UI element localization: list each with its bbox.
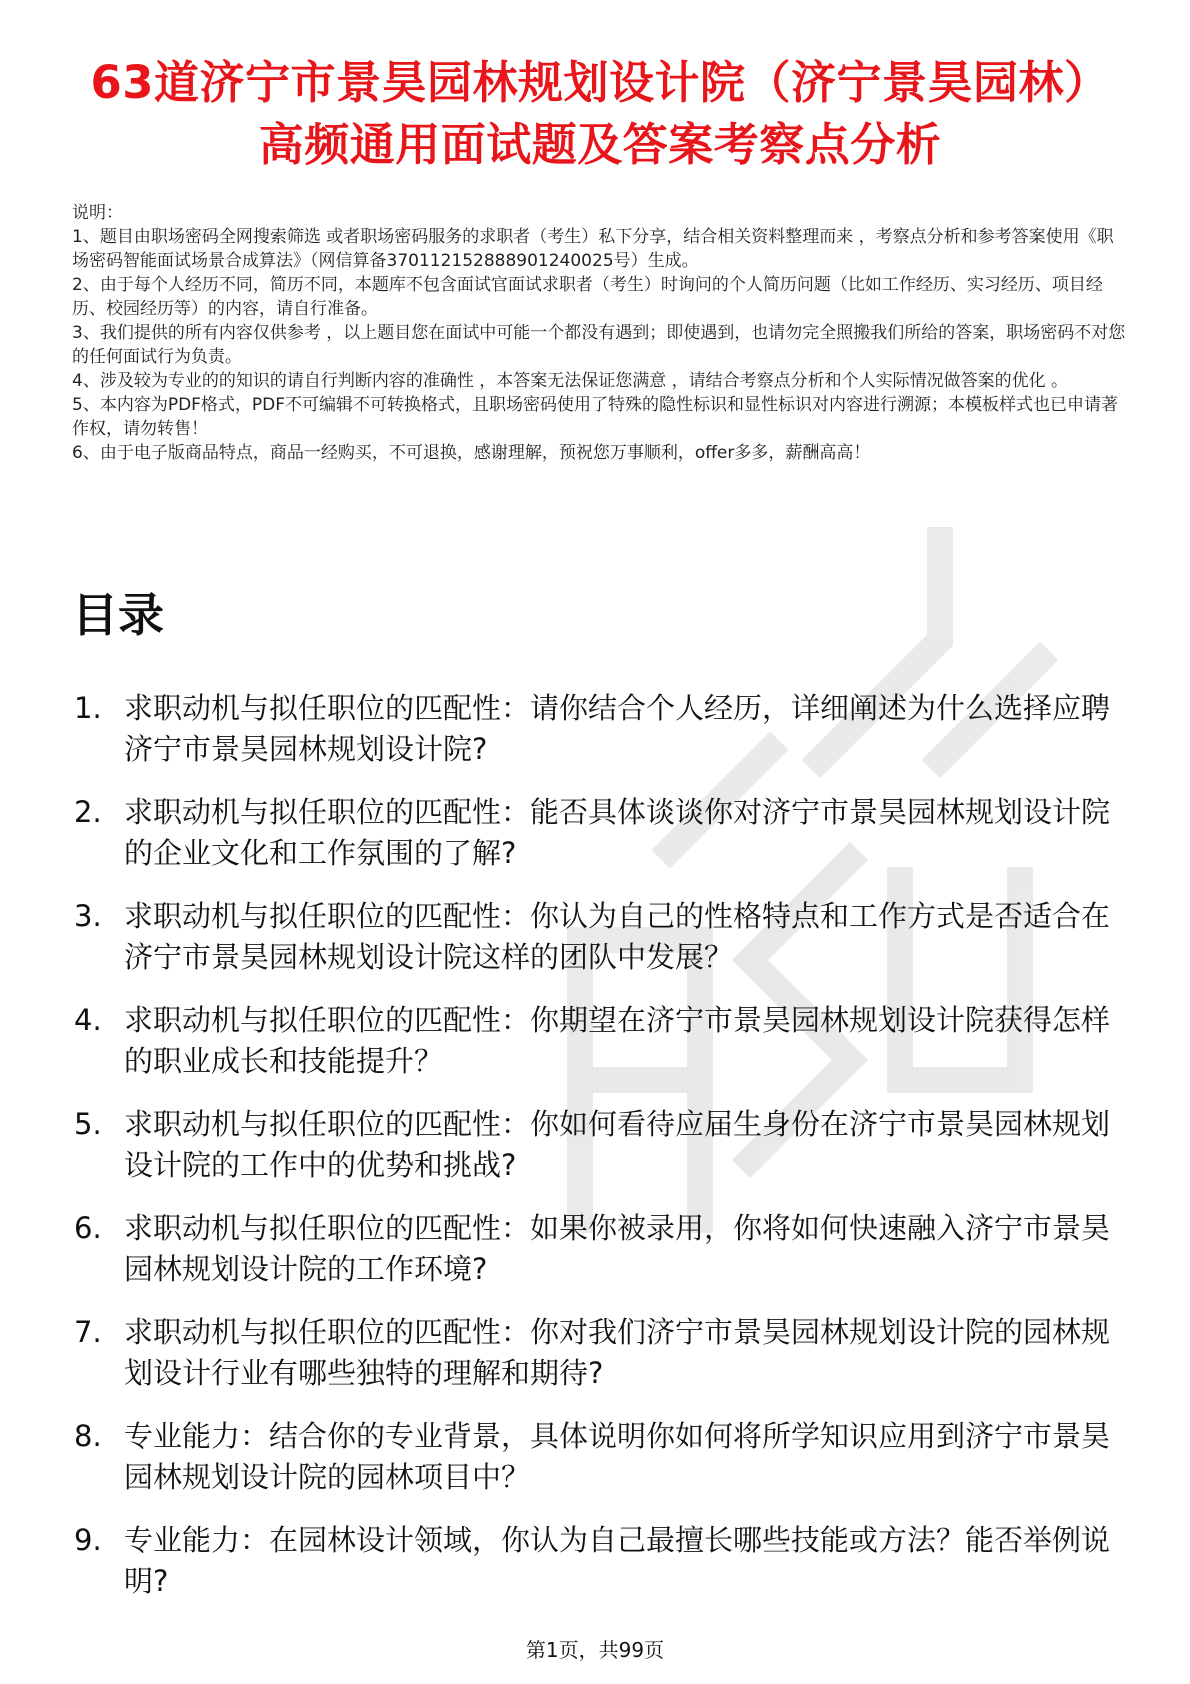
note-item: 1、题目由职场密码全网搜索筛选 或者职场密码服务的求职者（考生）私下分享，结合相关资料整理而来 ，考察点分析和参考答案使用《职场密码智能面试场景合成算法》（网信算备370112152888901240025号）生成。: [72, 227, 1114, 271]
note-item: 2、由于每个人经历不同，简历不同，本题库不包含面试官面试求职者（考生）时询问的个人简历问题（比如工作经历、实习经历、项目经历、校园经历等）的内容，请自行准备。: [72, 275, 1103, 319]
notes-section: [72, 201, 1130, 465]
toc-item-text: 求职动机与拟任职位的匹配性：你认为自己的性格特点和工作方式是否适合在济宁市景昊园林规划设计院这样的团队中发展？: [124, 899, 1111, 974]
toc-item-text: 求职动机与拟任职位的匹配性：你如何看待应届生身份在济宁市景昊园林规划设计院的工作中的优势和挑战?: [124, 1107, 1111, 1182]
note-item: 5、本内容为PDF格式，PDF不可编辑不可转换格式，且职场密码使用了特殊的隐性标识和显性标识对内容进行溯源；本模板样式也已申请著作权，请勿转售！: [72, 395, 1119, 439]
toc-item-text: 专业能力：在园林设计领域，你认为自己最擅长哪些技能或方法？能否举例说明?: [124, 1523, 1111, 1598]
toc-item-text: 求职动机与拟任职位的匹配性：能否具体谈谈你对济宁市景昊园林规划设计院的企业文化和工作氛围的了解?: [124, 795, 1111, 870]
toc-item-number: 9.: [74, 1523, 102, 1557]
toc-heading: 目录: [72, 588, 164, 642]
toc-item-number: 8.: [74, 1419, 102, 1453]
toc-item[interactable]: [72, 1416, 1112, 1498]
toc-item-number: 5.: [74, 1107, 102, 1141]
toc-item[interactable]: [72, 1520, 1112, 1602]
toc-item[interactable]: [72, 792, 1112, 874]
toc-item-text: 求职动机与拟任职位的匹配性：如果你被录用，你将如何快速融入济宁市景昊园林规划设计院的工作环境?: [124, 1211, 1111, 1286]
document-title: 63道济宁市景昊园林规划设计院（济宁景昊园林）高频通用面试题及答案考察点分析: [90, 56, 1110, 171]
toc-item[interactable]: [72, 1000, 1112, 1082]
toc-item-number: 1.: [74, 691, 102, 725]
toc-item[interactable]: [72, 896, 1112, 978]
toc-item-number: 3.: [74, 899, 102, 933]
page-footer: 第1页，共99页: [525, 1638, 665, 1662]
note-item: 3、我们提供的所有内容仅供参考 ，以上题目您在面试中可能一个都没有遇到；即使遇到，也请勿完全照搬我们所给的答案，职场密码不对您的任何面试行为负责。: [72, 323, 1126, 367]
toc-item-text: 求职动机与拟任职位的匹配性：请你结合个人经历，详细阐述为什么选择应聘济宁市景昊园林规划设计院?: [124, 691, 1111, 766]
toc-list: [72, 688, 1112, 1624]
note-item: 6、由于电子版商品特点，商品一经购买，不可退换，感谢理解，预祝您万事顺利，offer多多，薪酬高高！: [72, 443, 871, 463]
toc-item-text: 求职动机与拟任职位的匹配性：你期望在济宁市景昊园林规划设计院获得怎样的职业成长和技能提升？: [124, 1003, 1111, 1078]
toc-item[interactable]: [72, 1208, 1112, 1290]
toc-item-text: 求职动机与拟任职位的匹配性：你对我们济宁市景昊园林规划设计院的园林规划设计行业有哪些独特的理解和期待?: [124, 1315, 1111, 1390]
toc-item[interactable]: [72, 1104, 1112, 1186]
toc-item[interactable]: [72, 1312, 1112, 1394]
notes-label: 说明：: [72, 203, 123, 223]
toc-item[interactable]: [72, 688, 1112, 770]
toc-item-text: 专业能力：结合你的专业背景，具体说明你如何将所学知识应用到济宁市景昊园林规划设计院的园林项目中？: [124, 1419, 1111, 1494]
toc-item-number: 2.: [74, 795, 102, 829]
toc-item-number: 6.: [74, 1211, 102, 1245]
toc-item-number: 7.: [74, 1315, 102, 1349]
note-item: 4、涉及较为专业的的知识的请自行判断内容的准确性 ，本答案无法保证您满意 ，请结合考察点分析和个人实际情况做答案的优化 。: [72, 371, 1069, 391]
toc-item-number: 4.: [74, 1003, 102, 1037]
